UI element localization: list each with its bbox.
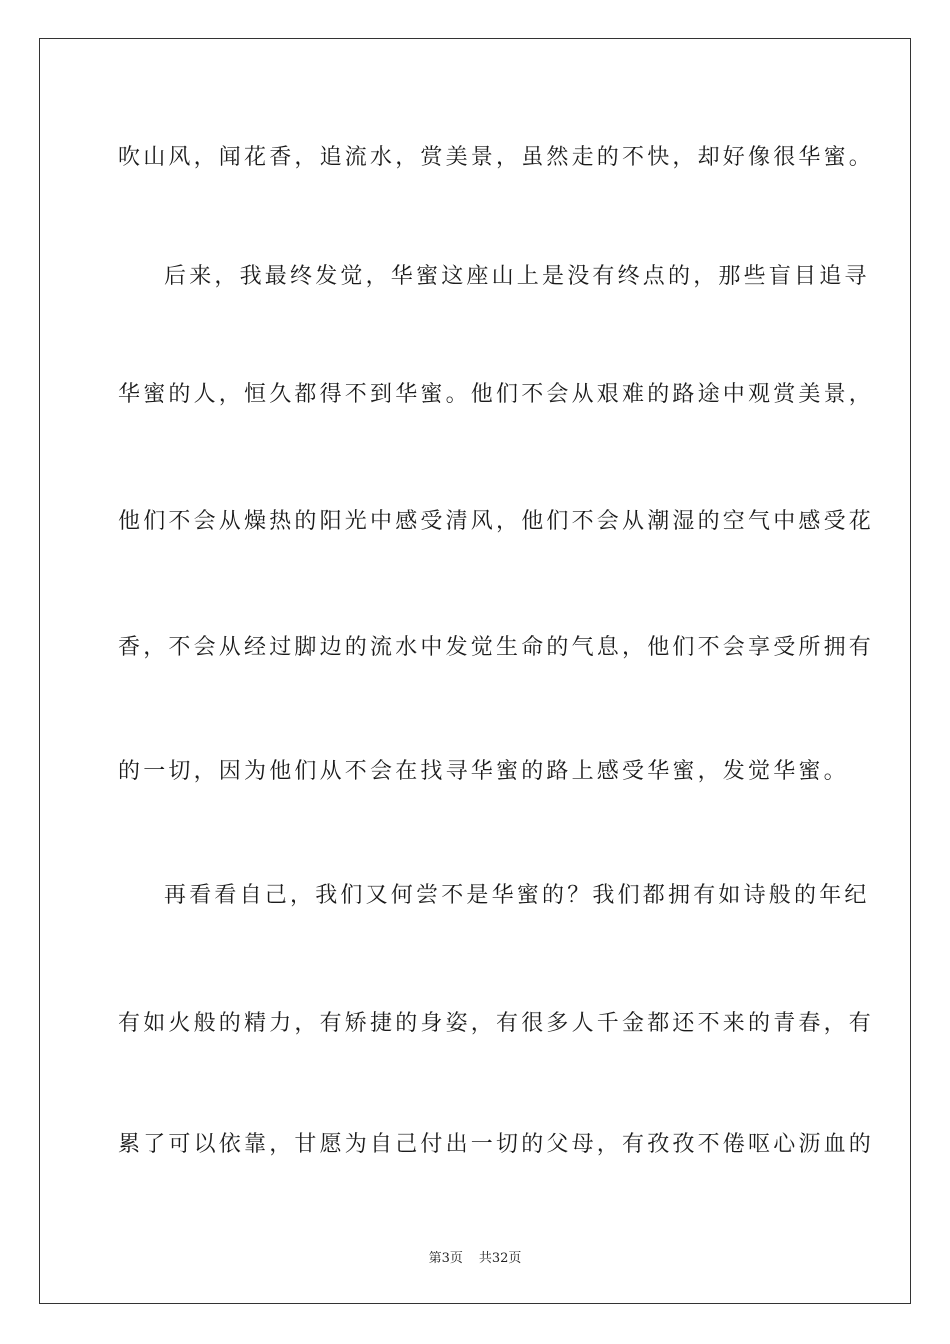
text-line-4: 他们不会从燥热的阳光中感受清风，他们不会从潮湿的空气中感受花 — [118, 509, 875, 534]
page-total: 共32页 — [478, 1251, 522, 1266]
text-line-7: 再看看自己，我们又何尝不是华蜜的？我们都拥有如诗般的年纪 — [164, 883, 870, 908]
text-line-6: 的一切，因为他们从不会在找寻华蜜的路上感受华蜜，发觉华蜜。 — [118, 759, 849, 784]
text-line-1: 吹山风，闻花香，追流水，赏美景，虽然走的不快，却好像很华蜜。 — [118, 145, 875, 170]
page-footer — [0, 1247, 950, 1266]
text-line-9: 累了可以依靠，甘愿为自己付出一切的父母，有孜孜不倦呕心沥血的 — [118, 1132, 875, 1157]
text-line-2: 后来，我最终发觉，华蜜这座山上是没有终点的，那些盲目追寻 — [164, 264, 870, 289]
page-border — [39, 38, 911, 1304]
text-line-5: 香，不会从经过脚边的流水中发觉生命的气息，他们不会享受所拥有 — [118, 635, 875, 660]
text-line-8: 有如火般的精力，有矫捷的身姿，有很多人千金都还不来的青春，有 — [118, 1011, 875, 1036]
text-line-3: 华蜜的人，恒久都得不到华蜜。他们不会从艰难的路途中观赏美景， — [118, 382, 875, 407]
page-number: 第3页 — [428, 1251, 463, 1266]
